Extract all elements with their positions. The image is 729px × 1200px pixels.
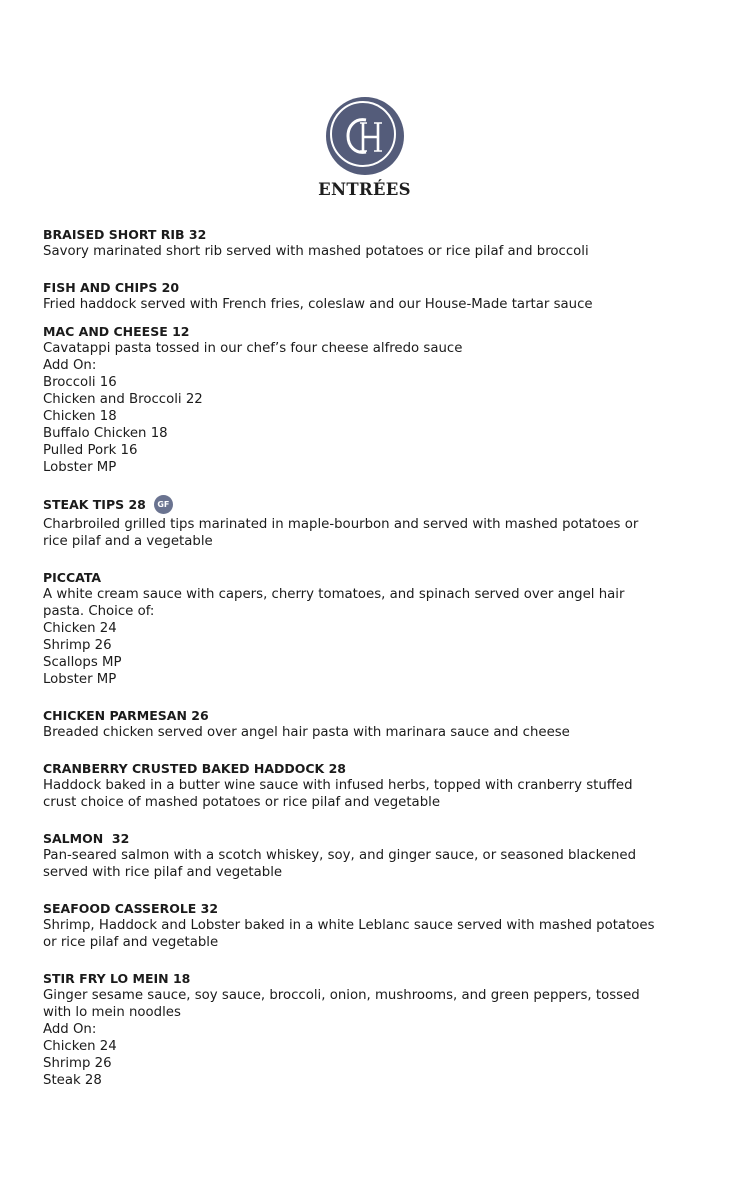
item-description: pasta. Choice of:: [43, 604, 155, 619]
item-name: STEAK TIPS 28: [43, 497, 146, 512]
option-line: Buffalo Chicken 18: [43, 426, 168, 441]
item-description: Shrimp, Haddock and Lobster baked in a white Leblanc sauce served with mashed potatoes: [43, 918, 655, 933]
option-line: Chicken and Broccoli 22: [43, 392, 203, 407]
item-description: Breaded chicken served over angel hair pasta with marinara sauce and cheese: [43, 725, 570, 740]
option-line: Broccoli 16: [43, 375, 117, 390]
item-name: PICCATA: [43, 570, 102, 585]
menu-item: [43, 970, 703, 1089]
menu-item: [43, 707, 703, 741]
menu-items: [43, 226, 703, 1089]
item-description: rice pilaf and a vegetable: [43, 534, 213, 549]
section-heading: ENTRÉES: [318, 180, 411, 199]
restaurant-logo: [326, 97, 404, 175]
item-description: A white cream sauce with capers, cherry tomatoes, and spinach served over angel hair: [43, 587, 625, 602]
menu-item: [43, 323, 703, 476]
item-name-row: [43, 495, 703, 514]
option-line: Pulled Pork 16: [43, 443, 138, 458]
option-line: Shrimp 26: [43, 1056, 112, 1071]
add-on-label: Add On:: [43, 358, 97, 373]
gluten-free-badge-icon: GF: [154, 495, 173, 514]
menu-item: [43, 495, 703, 550]
item-description: Cavatappi pasta tossed in our chef’s four cheese alfredo sauce: [43, 341, 463, 356]
item-name: CHICKEN PARMESAN 26: [43, 708, 209, 723]
menu-item: [43, 569, 703, 688]
option-line: Chicken 24: [43, 1039, 117, 1054]
add-on-label: Add On:: [43, 1022, 97, 1037]
item-description: crust choice of mashed potatoes or rice pilaf and vegetable: [43, 795, 441, 810]
option-line: Lobster MP: [43, 460, 117, 475]
menu-item: [43, 226, 703, 260]
option-line: Steak 28: [43, 1073, 102, 1088]
option-line: Chicken 18: [43, 409, 117, 424]
logo-monogram-icon: [326, 97, 404, 175]
option-line: Shrimp 26: [43, 638, 112, 653]
item-name: SALMON 32: [43, 831, 130, 846]
item-description: served with rice pilaf and vegetable: [43, 865, 283, 880]
menu-item: [43, 830, 703, 881]
option-line: Scallops MP: [43, 655, 122, 670]
item-description: with lo mein noodles: [43, 1005, 181, 1020]
item-name: STIR FRY LO MEIN 18: [43, 971, 191, 986]
item-description: Savory marinated short rib served with mashed potatoes or rice pilaf and broccoli: [43, 244, 589, 259]
item-description: Fried haddock served with French fries, coleslaw and our House-Made tartar sauce: [43, 297, 593, 312]
item-name: BRAISED SHORT RIB 32: [43, 227, 207, 242]
item-description: Ginger sesame sauce, soy sauce, broccoli, onion, mushrooms, and green peppers, tossed: [43, 988, 640, 1003]
option-line: Lobster MP: [43, 672, 117, 687]
menu-item: [43, 279, 703, 313]
option-line: Chicken 24: [43, 621, 117, 636]
item-name: MAC AND CHEESE 12: [43, 324, 190, 339]
item-name: SEAFOOD CASSEROLE 32: [43, 901, 219, 916]
item-description: Pan-seared salmon with a scotch whiskey, soy, and ginger sauce, or seasoned blackened: [43, 848, 637, 863]
item-description: Haddock baked in a butter wine sauce with infused herbs, topped with cranberry stuffed: [43, 778, 633, 793]
item-name: FISH AND CHIPS 20: [43, 280, 180, 295]
item-description: or rice pilaf and vegetable: [43, 935, 219, 950]
item-description: Charbroiled grilled tips marinated in maple-bourbon and served with mashed potatoes or: [43, 517, 639, 532]
menu-item: [43, 760, 703, 811]
menu-item: [43, 900, 703, 951]
item-name: CRANBERRY CRUSTED BAKED HADDOCK 28: [43, 761, 346, 776]
